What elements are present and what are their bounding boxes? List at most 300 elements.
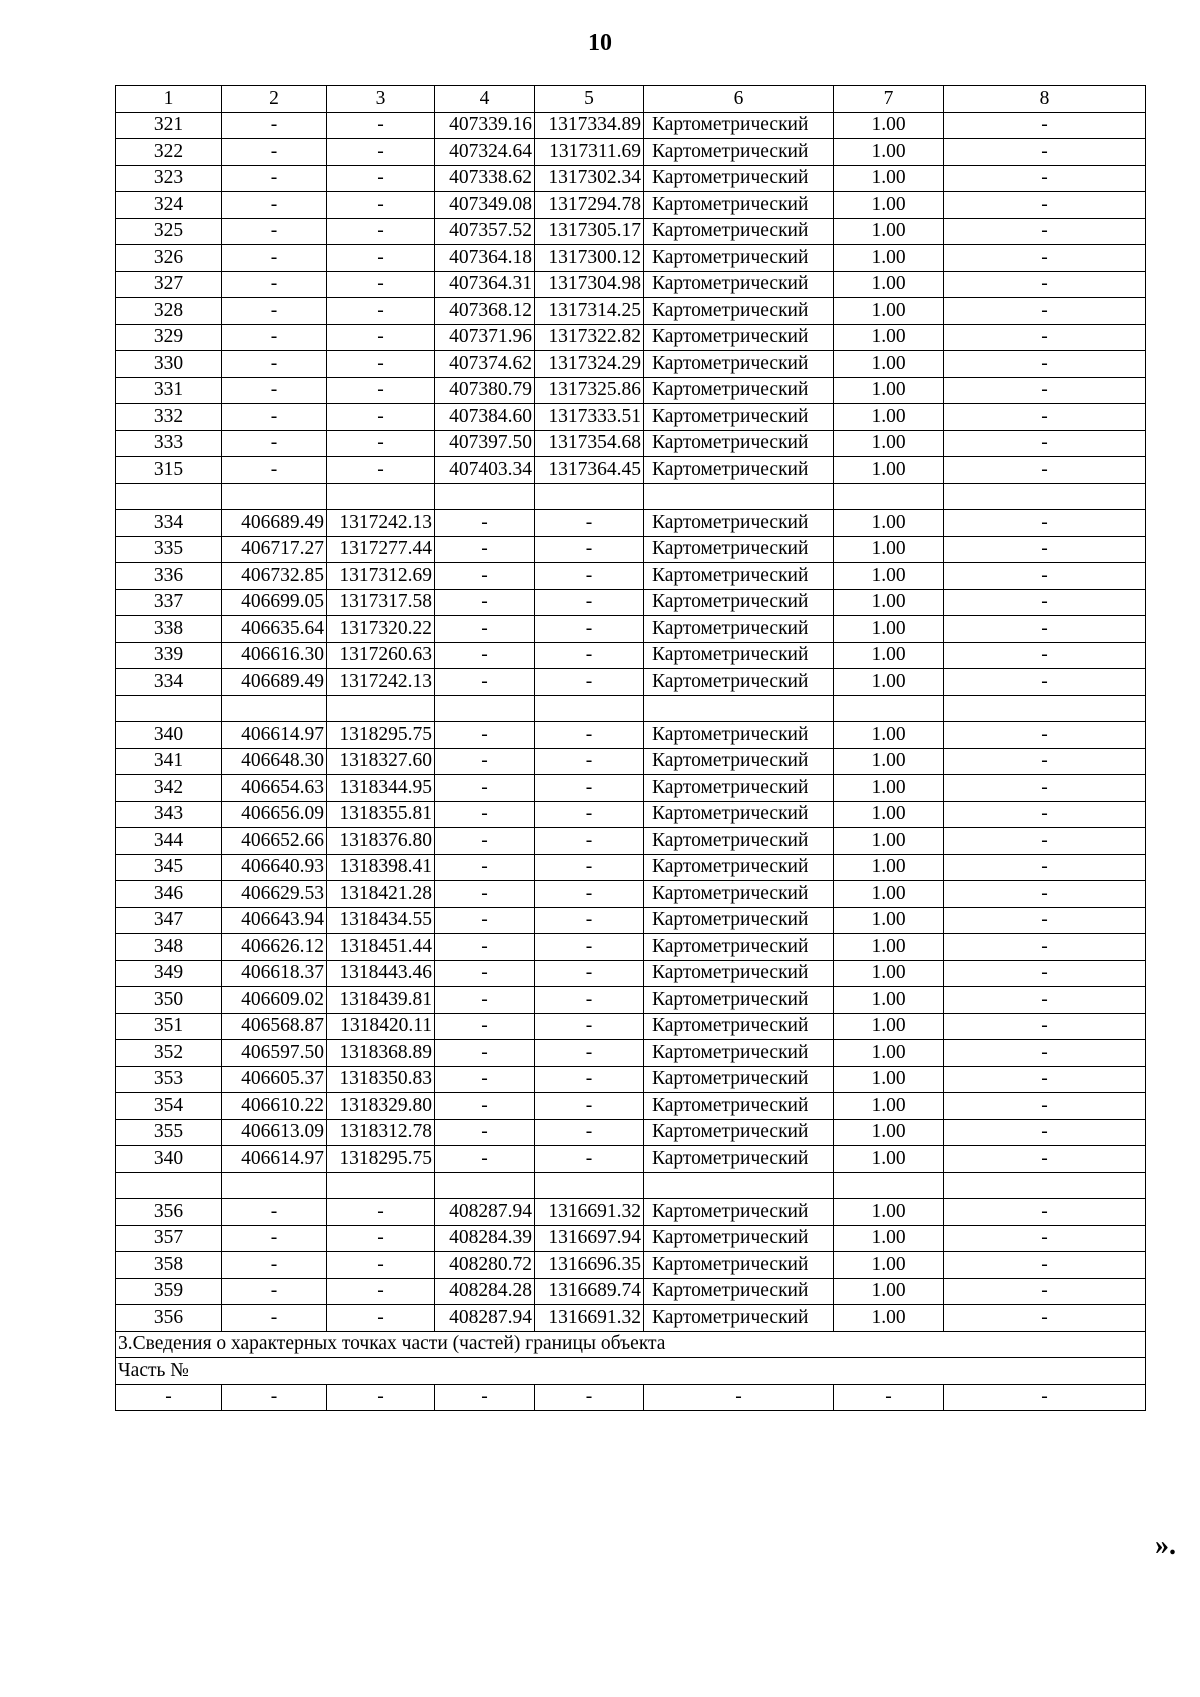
table-cell: Картометрический <box>644 1066 834 1093</box>
table-cell: - <box>535 589 644 616</box>
table-cell: Картометрический <box>644 430 834 457</box>
table-cell: 1.00 <box>834 1252 944 1279</box>
table-cell: - <box>944 563 1146 590</box>
table-cell: 1.00 <box>834 457 944 484</box>
part-number-label-row <box>116 1358 1146 1385</box>
table-cell: 356 <box>116 1305 222 1332</box>
table-cell: 1318355.81 <box>327 801 435 828</box>
table-cell: 1.00 <box>834 245 944 272</box>
table-cell: Картометрический <box>644 165 834 192</box>
table-cell: - <box>535 801 644 828</box>
table-cell: 406610.22 <box>222 1093 327 1120</box>
table-row <box>116 377 1146 404</box>
table-cell <box>327 695 435 722</box>
table-cell: - <box>435 881 535 908</box>
table-cell: 1317322.82 <box>535 324 644 351</box>
table-cell: Картометрический <box>644 616 834 643</box>
table-row <box>116 192 1146 219</box>
table-cell: 347 <box>116 907 222 934</box>
table-cell: - <box>327 1305 435 1332</box>
table-cell: 1.00 <box>834 1199 944 1226</box>
table-cell: - <box>944 1119 1146 1146</box>
table-cell: 406568.87 <box>222 1013 327 1040</box>
table-cell: - <box>116 1384 222 1411</box>
table-cell: - <box>435 934 535 961</box>
table-cell: 1317304.98 <box>535 271 644 298</box>
table-cell <box>535 1172 644 1199</box>
separator-row <box>116 695 1146 722</box>
separator-row <box>116 483 1146 510</box>
table-cell: 406699.05 <box>222 589 327 616</box>
table-cell: 1317277.44 <box>327 536 435 563</box>
table-cell: 1.00 <box>834 1146 944 1173</box>
table-cell: - <box>327 192 435 219</box>
table-cell: 1.00 <box>834 563 944 590</box>
table-cell: - <box>222 1199 327 1226</box>
table-cell: Картометрический <box>644 377 834 404</box>
table-row <box>116 669 1146 696</box>
table-cell: - <box>535 1384 644 1411</box>
table-cell: 1.00 <box>834 669 944 696</box>
table-cell: 1.00 <box>834 377 944 404</box>
table-cell: 1.00 <box>834 139 944 166</box>
table-cell: Картометрический <box>644 351 834 378</box>
table-cell: 1.00 <box>834 165 944 192</box>
table-cell: 407349.08 <box>435 192 535 219</box>
table-cell <box>944 1172 1146 1199</box>
table-cell: 1.00 <box>834 536 944 563</box>
table-cell: 7 <box>834 86 944 113</box>
table-cell: - <box>944 934 1146 961</box>
table-cell: - <box>944 404 1146 431</box>
table-cell: - <box>222 351 327 378</box>
table-cell: 406640.93 <box>222 854 327 881</box>
table-cell: 407324.64 <box>435 139 535 166</box>
table-cell: 406654.63 <box>222 775 327 802</box>
table-cell: 1318451.44 <box>327 934 435 961</box>
table-cell: 337 <box>116 589 222 616</box>
table-cell: 1316691.32 <box>535 1199 644 1226</box>
table-row <box>116 510 1146 537</box>
table-cell: 1318443.46 <box>327 960 435 987</box>
table-cell: 406614.97 <box>222 1146 327 1173</box>
table-cell: 1317354.68 <box>535 430 644 457</box>
table-cell: - <box>535 828 644 855</box>
table-cell: 1.00 <box>834 351 944 378</box>
table-cell: - <box>535 934 644 961</box>
table-cell: - <box>327 1252 435 1279</box>
table-row <box>116 457 1146 484</box>
table-cell: 342 <box>116 775 222 802</box>
table-cell: - <box>222 404 327 431</box>
table-row <box>116 324 1146 351</box>
table-cell: - <box>944 510 1146 537</box>
table-cell: 406618.37 <box>222 960 327 987</box>
table-cell: Картометрический <box>644 1252 834 1279</box>
table-cell: - <box>222 1252 327 1279</box>
table-cell: - <box>535 510 644 537</box>
table-cell <box>644 483 834 510</box>
table-cell: - <box>535 907 644 934</box>
table-cell: 1317242.13 <box>327 669 435 696</box>
table-cell <box>222 483 327 510</box>
table-cell: - <box>327 1278 435 1305</box>
table-cell: 1.00 <box>834 642 944 669</box>
table-cell: - <box>944 1305 1146 1332</box>
table-cell: 1318295.75 <box>327 1146 435 1173</box>
table-row <box>116 298 1146 325</box>
table-row <box>116 642 1146 669</box>
table-row <box>116 1225 1146 1252</box>
table-cell: 406597.50 <box>222 1040 327 1067</box>
table-cell: - <box>535 1093 644 1120</box>
table-cell: - <box>944 748 1146 775</box>
table-cell: Картометрический <box>644 881 834 908</box>
table-cell: 1317305.17 <box>535 218 644 245</box>
table-cell: Картометрический <box>644 218 834 245</box>
table-cell <box>116 1172 222 1199</box>
table-cell: 334 <box>116 510 222 537</box>
table-cell: - <box>435 1384 535 1411</box>
table-cell: - <box>944 1384 1146 1411</box>
table-cell: Картометрический <box>644 1093 834 1120</box>
table-cell: 1317314.25 <box>535 298 644 325</box>
table-cell: - <box>435 1066 535 1093</box>
table-row <box>116 245 1146 272</box>
table-cell: 1317317.58 <box>327 589 435 616</box>
table-cell: - <box>435 960 535 987</box>
table-cell: - <box>944 987 1146 1014</box>
table-cell: 1.00 <box>834 1066 944 1093</box>
table-cell: - <box>435 1040 535 1067</box>
table-cell: - <box>222 457 327 484</box>
table-cell: 406616.30 <box>222 642 327 669</box>
table-cell: 1317324.29 <box>535 351 644 378</box>
table-cell: - <box>435 987 535 1014</box>
table-cell: - <box>327 457 435 484</box>
table-cell: - <box>327 1384 435 1411</box>
table-cell: 1.00 <box>834 960 944 987</box>
table-row <box>116 722 1146 749</box>
table-row <box>116 828 1146 855</box>
table-cell: 407338.62 <box>435 165 535 192</box>
table-cell: - <box>944 245 1146 272</box>
table-cell: 1.00 <box>834 324 944 351</box>
table-cell: 1317302.34 <box>535 165 644 192</box>
table-cell: 338 <box>116 616 222 643</box>
table-cell: - <box>834 1384 944 1411</box>
table-row <box>116 881 1146 908</box>
table-cell: 1.00 <box>834 1093 944 1120</box>
table-cell: - <box>944 218 1146 245</box>
table-cell: - <box>944 1013 1146 1040</box>
table-cell: 351 <box>116 1013 222 1040</box>
table-cell: 326 <box>116 245 222 272</box>
table-cell: - <box>222 324 327 351</box>
table-cell: - <box>435 510 535 537</box>
table-cell: Картометрический <box>644 271 834 298</box>
table-row <box>116 1040 1146 1067</box>
separator-row <box>116 1172 1146 1199</box>
table-cell: - <box>222 1225 327 1252</box>
table-cell: - <box>435 616 535 643</box>
table-cell: 332 <box>116 404 222 431</box>
table-cell: 358 <box>116 1252 222 1279</box>
table-row <box>116 960 1146 987</box>
table-cell <box>435 483 535 510</box>
table-cell: - <box>535 881 644 908</box>
table-cell: - <box>222 1278 327 1305</box>
table-cell: 1317325.86 <box>535 377 644 404</box>
table-cell: 406635.64 <box>222 616 327 643</box>
table-cell: Картометрический <box>644 404 834 431</box>
table-cell: - <box>327 245 435 272</box>
table-cell: 1.00 <box>834 987 944 1014</box>
table-cell: 1317334.89 <box>535 112 644 139</box>
table-cell: - <box>222 377 327 404</box>
table-cell: - <box>535 536 644 563</box>
table-cell: 4 <box>435 86 535 113</box>
table-cell: 329 <box>116 324 222 351</box>
table-cell: Картометрический <box>644 828 834 855</box>
table-cell: - <box>435 1119 535 1146</box>
table-cell: Картометрический <box>644 669 834 696</box>
table-cell: 408287.94 <box>435 1199 535 1226</box>
table-cell: 407364.18 <box>435 245 535 272</box>
table-cell <box>834 695 944 722</box>
table-cell: - <box>944 536 1146 563</box>
table-row <box>116 1305 1146 1332</box>
table-cell: Картометрический <box>644 907 834 934</box>
table-cell: 1.00 <box>834 854 944 881</box>
table-cell: 1316689.74 <box>535 1278 644 1305</box>
table-cell: 333 <box>116 430 222 457</box>
table-cell: 407384.60 <box>435 404 535 431</box>
table-cell <box>435 1172 535 1199</box>
table-row <box>116 1066 1146 1093</box>
table-cell: - <box>535 1040 644 1067</box>
table-cell: - <box>327 1225 435 1252</box>
table-cell: - <box>944 642 1146 669</box>
table-cell: 407403.34 <box>435 457 535 484</box>
table-cell: 1.00 <box>834 722 944 749</box>
table-cell: 1.00 <box>834 192 944 219</box>
table-cell: 1318398.41 <box>327 854 435 881</box>
table-cell: 1.00 <box>834 589 944 616</box>
part-number-label: Часть № <box>116 1358 1146 1385</box>
table-cell: 1318434.55 <box>327 907 435 934</box>
table-cell: 5 <box>535 86 644 113</box>
table-cell: 323 <box>116 165 222 192</box>
table-cell: - <box>944 139 1146 166</box>
table-cell: 406652.66 <box>222 828 327 855</box>
table-cell: 406613.09 <box>222 1119 327 1146</box>
table-cell <box>327 483 435 510</box>
table-cell: 353 <box>116 1066 222 1093</box>
table-cell: 406648.30 <box>222 748 327 775</box>
table-cell <box>435 695 535 722</box>
table-cell: - <box>327 1199 435 1226</box>
table-cell: 407380.79 <box>435 377 535 404</box>
table-cell: 1.00 <box>834 218 944 245</box>
table-cell: - <box>222 245 327 272</box>
table-cell: Картометрический <box>644 324 834 351</box>
table-cell: 1316691.32 <box>535 1305 644 1332</box>
table-cell: - <box>435 1013 535 1040</box>
table-row <box>116 589 1146 616</box>
table-cell: Картометрический <box>644 192 834 219</box>
table-cell: Картометрический <box>644 934 834 961</box>
table-cell: 1.00 <box>834 430 944 457</box>
table-row <box>116 1278 1146 1305</box>
table-cell: 1317333.51 <box>535 404 644 431</box>
table-cell: 406626.12 <box>222 934 327 961</box>
table-cell: 1.00 <box>834 934 944 961</box>
table-row <box>116 987 1146 1014</box>
table-cell: - <box>222 1305 327 1332</box>
table-cell: 356 <box>116 1199 222 1226</box>
table-cell: 327 <box>116 271 222 298</box>
table-row <box>116 1199 1146 1226</box>
table-cell: 1.00 <box>834 1225 944 1252</box>
table-cell: 6 <box>644 86 834 113</box>
table-cell: 1317242.13 <box>327 510 435 537</box>
table-cell: 348 <box>116 934 222 961</box>
table-cell: 315 <box>116 457 222 484</box>
table-cell: 341 <box>116 748 222 775</box>
table-cell: Картометрический <box>644 563 834 590</box>
table-cell: - <box>327 324 435 351</box>
table-cell: Картометрический <box>644 589 834 616</box>
table-cell: 1.00 <box>834 907 944 934</box>
table-cell: - <box>435 748 535 775</box>
table-cell: 406614.97 <box>222 722 327 749</box>
table-cell: 352 <box>116 1040 222 1067</box>
table-cell: - <box>327 271 435 298</box>
table-cell: 408287.94 <box>435 1305 535 1332</box>
table-cell: 1.00 <box>834 775 944 802</box>
table-cell: - <box>435 828 535 855</box>
table-cell: Картометрический <box>644 1013 834 1040</box>
table-cell: - <box>535 642 644 669</box>
table-cell: - <box>327 404 435 431</box>
table-cell: 407374.62 <box>435 351 535 378</box>
table-cell: Картометрический <box>644 1146 834 1173</box>
table-cell: - <box>944 854 1146 881</box>
table-cell: Картометрический <box>644 854 834 881</box>
table-cell: Картометрический <box>644 1119 834 1146</box>
table-cell: 322 <box>116 139 222 166</box>
table-row <box>116 1252 1146 1279</box>
table-cell: - <box>944 192 1146 219</box>
table-cell: - <box>944 616 1146 643</box>
table-cell: - <box>435 1093 535 1120</box>
table-cell: - <box>435 854 535 881</box>
table-cell: - <box>327 298 435 325</box>
table-cell: - <box>222 165 327 192</box>
table-cell: - <box>944 271 1146 298</box>
table-cell: 408284.28 <box>435 1278 535 1305</box>
table-cell: - <box>435 589 535 616</box>
table-cell <box>834 1172 944 1199</box>
table-cell: - <box>535 669 644 696</box>
table-cell: 1318376.80 <box>327 828 435 855</box>
table-cell: 1317312.69 <box>327 563 435 590</box>
table-row <box>116 404 1146 431</box>
table-cell: - <box>535 1013 644 1040</box>
coordinates-table <box>115 85 1146 1411</box>
table-cell: - <box>944 669 1146 696</box>
table-cell: 345 <box>116 854 222 881</box>
table-cell: 1316696.35 <box>535 1252 644 1279</box>
table-cell: 1.00 <box>834 1013 944 1040</box>
table-cell: - <box>944 430 1146 457</box>
table-cell: - <box>535 616 644 643</box>
table-cell: 350 <box>116 987 222 1014</box>
table-cell: - <box>944 589 1146 616</box>
table-cell <box>944 695 1146 722</box>
table-cell: - <box>435 1146 535 1173</box>
table-cell: 407397.50 <box>435 430 535 457</box>
table-cell: - <box>944 1040 1146 1067</box>
table-cell: 330 <box>116 351 222 378</box>
table-cell: - <box>944 1146 1146 1173</box>
table-cell: 8 <box>944 86 1146 113</box>
table-cell: 357 <box>116 1225 222 1252</box>
table-cell: - <box>435 722 535 749</box>
table-cell: - <box>435 536 535 563</box>
table-cell: Картометрический <box>644 298 834 325</box>
table-cell: 406609.02 <box>222 987 327 1014</box>
table-cell: - <box>327 430 435 457</box>
table-cell: - <box>944 1066 1146 1093</box>
table-cell: 1.00 <box>834 828 944 855</box>
table-cell: - <box>222 430 327 457</box>
table-cell: - <box>644 1384 834 1411</box>
table-cell: Картометрический <box>644 775 834 802</box>
table-cell: Картометрический <box>644 987 834 1014</box>
table-cell: - <box>535 854 644 881</box>
table-cell: 336 <box>116 563 222 590</box>
table-cell <box>222 1172 327 1199</box>
table-cell: 331 <box>116 377 222 404</box>
table-cell: 1318421.28 <box>327 881 435 908</box>
table-cell <box>327 1172 435 1199</box>
table-cell <box>116 695 222 722</box>
table-cell: 1.00 <box>834 1305 944 1332</box>
table-cell: 1318327.60 <box>327 748 435 775</box>
table-row <box>116 907 1146 934</box>
table-cell: - <box>944 828 1146 855</box>
table-cell <box>644 1172 834 1199</box>
table-cell: 324 <box>116 192 222 219</box>
table-row <box>116 1146 1146 1173</box>
section-3-title: 3.Сведения о характерных точках части (частей) границы объекта <box>116 1331 1146 1358</box>
table-cell <box>834 483 944 510</box>
table-cell: 1.00 <box>834 404 944 431</box>
table-row <box>116 1384 1146 1411</box>
table-cell: - <box>944 351 1146 378</box>
table-cell: - <box>535 987 644 1014</box>
table-cell: Картометрический <box>644 960 834 987</box>
table-cell: 1.00 <box>834 801 944 828</box>
table-cell: Картометрический <box>644 112 834 139</box>
table-row <box>116 854 1146 881</box>
table-cell: 1.00 <box>834 616 944 643</box>
table-cell: Картометрический <box>644 245 834 272</box>
table-cell: 1.00 <box>834 510 944 537</box>
table-cell: - <box>535 960 644 987</box>
